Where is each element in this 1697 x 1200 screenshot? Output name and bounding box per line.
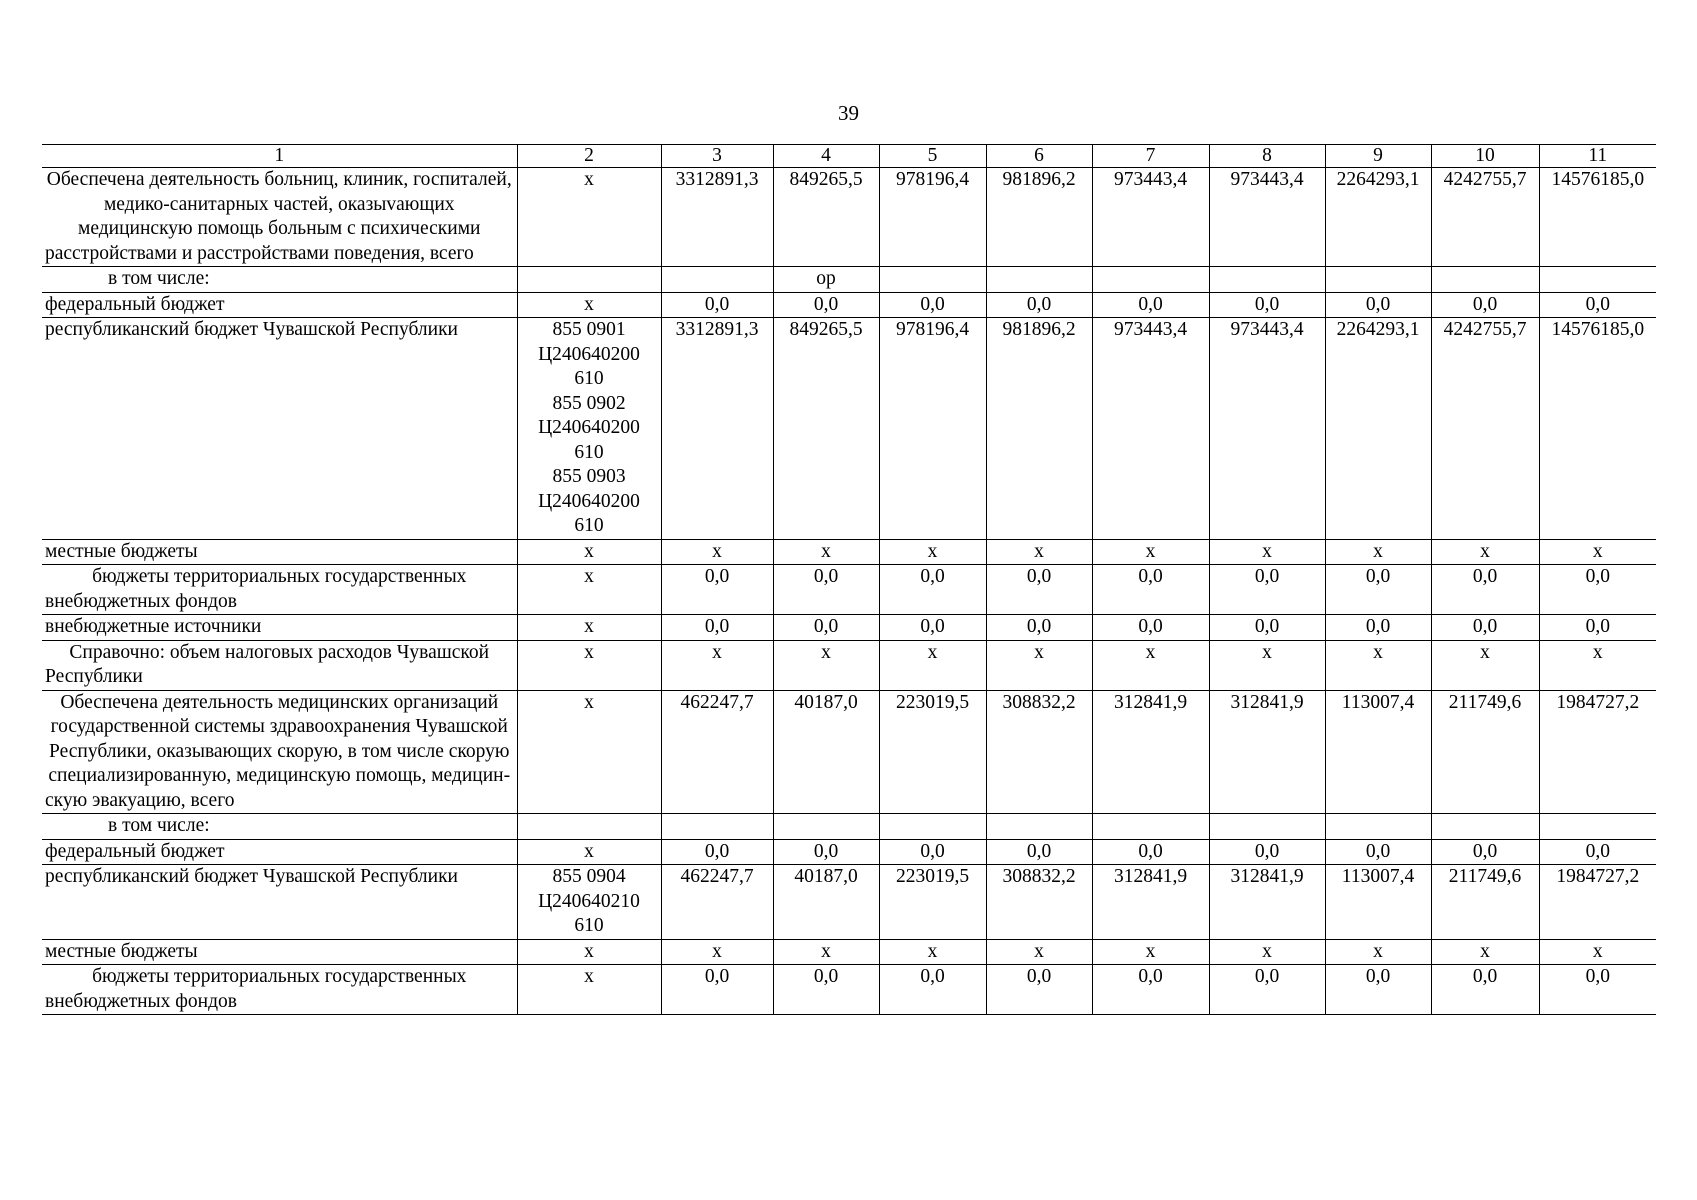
value-cell: 312841,9 (1092, 690, 1209, 814)
value-cell: 0,0 (1539, 615, 1656, 641)
table-row (42, 965, 1656, 1015)
value-cell: 0,0 (1539, 839, 1656, 865)
budget-code-cell: x (517, 640, 661, 690)
value-cell: 973443,4 (1209, 168, 1325, 267)
value-cell: x (661, 539, 773, 565)
value-cell: 0,0 (1325, 965, 1431, 1015)
value-cell: 0,0 (773, 565, 879, 615)
value-cell: x (1209, 640, 1325, 690)
value-cell (879, 814, 986, 840)
row-name-cell: Обеспечена деятельность медицинских организаций государственной системы здравоохранения Чувашской Республики, оказывающих скорую, в том числе скорую специализированную, медицинскую помощь, медицинскую эвакуацию, всего (42, 690, 517, 814)
column-header: 10 (1431, 145, 1539, 168)
value-cell: 973443,4 (1209, 318, 1325, 540)
value-cell: 0,0 (986, 565, 1092, 615)
value-cell: x (1209, 939, 1325, 965)
row-name-cell: бюджеты территориальных государственных внебюджетных фондов (42, 565, 517, 615)
budget-code-cell: x (517, 168, 661, 267)
value-cell: 0,0 (1092, 615, 1209, 641)
value-cell: x (661, 939, 773, 965)
row-name-cell: республиканский бюджет Чувашской Республики (42, 865, 517, 940)
value-cell: 223019,5 (879, 865, 986, 940)
value-cell: 211749,6 (1431, 865, 1539, 940)
value-cell: x (1431, 640, 1539, 690)
value-cell: 0,0 (1325, 565, 1431, 615)
column-header: 6 (986, 145, 1092, 168)
value-cell: 973443,4 (1092, 168, 1209, 267)
budget-code-cell: x (517, 839, 661, 865)
value-cell: x (1325, 640, 1431, 690)
value-cell: x (773, 539, 879, 565)
column-header: 1 (42, 145, 517, 168)
value-cell: 0,0 (1209, 565, 1325, 615)
budget-code-cell: 855 0901 Ц240640200 610 855 0902 Ц240640200 610 855 0903 Ц240640200 610 (517, 318, 661, 540)
row-name-cell: в том числе: (42, 267, 517, 293)
value-cell: 0,0 (1092, 292, 1209, 318)
budget-code-cell: x (517, 615, 661, 641)
value-cell: 0,0 (1431, 565, 1539, 615)
budget-code-cell: 855 0904 Ц240640210 610 (517, 865, 661, 940)
value-cell: 0,0 (1209, 839, 1325, 865)
budget-code-cell: x (517, 965, 661, 1015)
value-cell: 0,0 (986, 965, 1092, 1015)
value-cell: 113007,4 (1325, 865, 1431, 940)
value-cell: x (1325, 539, 1431, 565)
value-cell: 0,0 (986, 839, 1092, 865)
row-name-cell: Обеспечена деятельность больниц, клиник, госпиталей, медико-санитарных частей, оказыvающих медицинскую помощь больным с психическими расстройствами и расстройствами поведения, всего (42, 168, 517, 267)
value-cell: 0,0 (773, 615, 879, 641)
value-cell: 0,0 (773, 292, 879, 318)
value-cell: x (879, 539, 986, 565)
value-cell: 0,0 (1325, 615, 1431, 641)
table-row (42, 168, 1656, 267)
value-cell: x (1092, 939, 1209, 965)
value-cell: 973443,4 (1092, 318, 1209, 540)
value-cell: 0,0 (661, 839, 773, 865)
value-cell: 0,0 (1539, 965, 1656, 1015)
value-cell: x (986, 640, 1092, 690)
value-cell: 0,0 (879, 615, 986, 641)
value-cell (879, 267, 986, 293)
table-row (42, 539, 1656, 565)
value-cell: x (879, 939, 986, 965)
value-cell: 0,0 (1092, 839, 1209, 865)
value-cell: 223019,5 (879, 690, 986, 814)
table-row (42, 814, 1656, 840)
value-cell: 978196,4 (879, 168, 986, 267)
value-cell: x (773, 939, 879, 965)
value-cell: x (1539, 939, 1656, 965)
value-cell (661, 814, 773, 840)
value-cell: x (1325, 939, 1431, 965)
value-cell: x (1431, 539, 1539, 565)
value-cell: 312841,9 (1209, 865, 1325, 940)
budget-code-cell (517, 267, 661, 293)
value-cell: x (879, 640, 986, 690)
table-row (42, 292, 1656, 318)
value-cell: 0,0 (661, 965, 773, 1015)
column-header: 3 (661, 145, 773, 168)
value-cell (1209, 814, 1325, 840)
column-number-header-row (42, 145, 1656, 168)
table-body (42, 145, 1656, 1015)
value-cell: 849265,5 (773, 168, 879, 267)
budget-code-cell: x (517, 292, 661, 318)
table-row (42, 939, 1656, 965)
value-cell (661, 267, 773, 293)
budget-code-cell: x (517, 539, 661, 565)
value-cell: 0,0 (986, 615, 1092, 641)
value-cell: 0,0 (879, 839, 986, 865)
row-name-cell: бюджеты территориальных государственных внебюджетных фондов (42, 965, 517, 1015)
column-header: 8 (1209, 145, 1325, 168)
value-cell: 2264293,1 (1325, 168, 1431, 267)
row-name-cell: местные бюджеты (42, 939, 517, 965)
table-row (42, 640, 1656, 690)
value-cell: x (986, 539, 1092, 565)
value-cell: 4242755,7 (1431, 318, 1539, 540)
value-cell: 0,0 (1431, 965, 1539, 1015)
value-cell (1092, 814, 1209, 840)
column-header: 7 (1092, 145, 1209, 168)
column-header: 9 (1325, 145, 1431, 168)
value-cell: 113007,4 (1325, 690, 1431, 814)
table-row (42, 690, 1656, 814)
column-header: 4 (773, 145, 879, 168)
value-cell: 0,0 (773, 839, 879, 865)
value-cell: x (773, 640, 879, 690)
value-cell: 3312891,3 (661, 168, 773, 267)
value-cell: x (1539, 539, 1656, 565)
value-cell: 0,0 (1431, 839, 1539, 865)
value-cell: 462247,7 (661, 865, 773, 940)
value-cell: 0,0 (1092, 965, 1209, 1015)
value-cell: 0,0 (1431, 615, 1539, 641)
row-name-cell: Справочно: объем налоговых расходов Чувашской Республики (42, 640, 517, 690)
table-row (42, 865, 1656, 940)
column-header: 2 (517, 145, 661, 168)
value-cell (1092, 267, 1209, 293)
table-row (42, 839, 1656, 865)
column-header: 11 (1539, 145, 1656, 168)
value-cell (986, 814, 1092, 840)
value-cell: 0,0 (1539, 292, 1656, 318)
value-cell: x (1431, 939, 1539, 965)
value-cell: 0,0 (1325, 839, 1431, 865)
value-cell: 3312891,3 (661, 318, 773, 540)
value-cell: 0,0 (661, 292, 773, 318)
value-cell: 0,0 (1209, 615, 1325, 641)
value-cell: 849265,5 (773, 318, 879, 540)
value-cell: 211749,6 (1431, 690, 1539, 814)
value-cell: 981896,2 (986, 318, 1092, 540)
value-cell: 14576185,0 (1539, 168, 1656, 267)
budget-table (42, 144, 1656, 1015)
value-cell: 4242755,7 (1431, 168, 1539, 267)
budget-code-cell: x (517, 939, 661, 965)
value-cell: 0,0 (1431, 292, 1539, 318)
value-cell: 462247,7 (661, 690, 773, 814)
value-cell: 1984727,2 (1539, 865, 1656, 940)
value-cell: x (661, 640, 773, 690)
value-cell: 0,0 (1209, 965, 1325, 1015)
row-name-cell: республиканский бюджет Чувашской Республики (42, 318, 517, 540)
value-cell (1325, 814, 1431, 840)
value-cell (1539, 267, 1656, 293)
value-cell: 1984727,2 (1539, 690, 1656, 814)
value-cell: 0,0 (879, 565, 986, 615)
value-cell: 0,0 (1209, 292, 1325, 318)
budget-code-cell: x (517, 565, 661, 615)
table-row (42, 318, 1656, 540)
value-cell: 0,0 (661, 615, 773, 641)
table-row (42, 615, 1656, 641)
row-name-cell: федеральный бюджет (42, 292, 517, 318)
value-cell: 0,0 (879, 292, 986, 318)
value-cell: 40187,0 (773, 865, 879, 940)
value-cell (1431, 267, 1539, 293)
value-cell: 981896,2 (986, 168, 1092, 267)
value-cell: 308832,2 (986, 865, 1092, 940)
value-cell: 978196,4 (879, 318, 986, 540)
value-cell: 0,0 (986, 292, 1092, 318)
value-cell: ор (773, 267, 879, 293)
value-cell: 0,0 (1092, 565, 1209, 615)
value-cell: 0,0 (879, 965, 986, 1015)
value-cell (1539, 814, 1656, 840)
value-cell: 14576185,0 (1539, 318, 1656, 540)
value-cell (1431, 814, 1539, 840)
value-cell: 312841,9 (1209, 690, 1325, 814)
value-cell: 40187,0 (773, 690, 879, 814)
value-cell: 0,0 (773, 965, 879, 1015)
row-name-cell: федеральный бюджет (42, 839, 517, 865)
budget-code-cell (517, 814, 661, 840)
page-number: 39 (838, 101, 859, 125)
table-row (42, 267, 1656, 293)
value-cell: x (1092, 640, 1209, 690)
value-cell: 0,0 (1325, 292, 1431, 318)
value-cell: 312841,9 (1092, 865, 1209, 940)
row-name-cell: в том числе: (42, 814, 517, 840)
value-cell: x (986, 939, 1092, 965)
value-cell: x (1092, 539, 1209, 565)
value-cell: 2264293,1 (1325, 318, 1431, 540)
value-cell: x (1209, 539, 1325, 565)
value-cell (986, 267, 1092, 293)
row-name-cell: внебюджетные источники (42, 615, 517, 641)
value-cell (1209, 267, 1325, 293)
budget-code-cell: x (517, 690, 661, 814)
value-cell (1325, 267, 1431, 293)
column-header: 5 (879, 145, 986, 168)
value-cell: 0,0 (1539, 565, 1656, 615)
value-cell: 308832,2 (986, 690, 1092, 814)
value-cell (773, 814, 879, 840)
value-cell: x (1539, 640, 1656, 690)
row-name-cell: местные бюджеты (42, 539, 517, 565)
table-row (42, 565, 1656, 615)
value-cell: 0,0 (661, 565, 773, 615)
